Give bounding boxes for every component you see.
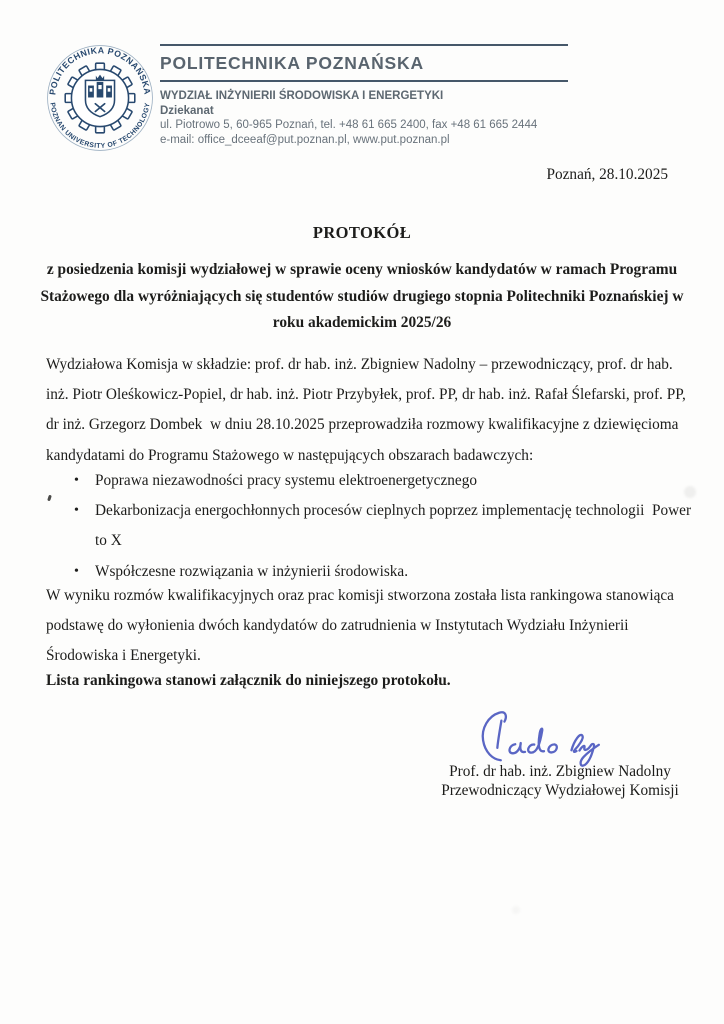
shield-crest-icon	[85, 75, 114, 117]
dateline: Poznań, 28.10.2025	[546, 166, 668, 183]
subtitle-line: Stażowego dla wyróżniających się studentów studiów drugiego stopnia Politechniki Poznańskiej w	[40, 287, 684, 305]
signatory-title: Przewodniczący Wydziałowej Komisji	[441, 782, 679, 799]
signatory-block	[420, 762, 700, 800]
list-item-text: Dekarbonizacja energochłonnych procesów cieplnych poprzez implementację technologii Power	[95, 502, 692, 520]
body-line: dr inż. Grzegorz Dombek w dniu 28.10.2025 przeprowadziła rozmowy kwalifikacyjne z dziewięcioma	[46, 416, 679, 434]
body-line: Wydziałowa Komisja w składzie: prof. dr hab. inż. Zbigniew Nadolny – przewodniczący, prof. dr hab.	[46, 356, 673, 373]
email-web-line: e-mail: office_dceeaf@put.poznan.pl, www.put.poznan.pl	[160, 133, 450, 146]
body-line: kandydatami do Programu Stażowego w następujących obszarach badawczych:	[46, 446, 534, 464]
faculty-name: WYDZIAŁ INŻYNIERII ŚRODOWISKA I ENERGETYKI	[160, 90, 444, 102]
committee-paragraph	[46, 350, 694, 471]
department-name: Dziekanat	[160, 104, 214, 117]
subtitle-line: roku akademickim 2025/26	[272, 314, 452, 331]
university-name: POLITECHNIKA POZNAŃSKA	[160, 53, 424, 73]
closing-statement: Lista rankingowa stanowi załącznik do niniejszego protokołu.	[46, 672, 451, 689]
list-item-text: Poprawa niezawodności pracy systemu elektroenergetycznego	[95, 472, 477, 489]
list-item-text: to X	[95, 532, 122, 550]
body-line: W wyniku rozmów kwalifikacyjnych oraz prac komisji stworzona została lista rankingowa stanowiąca	[46, 587, 674, 604]
letterhead-rule-top	[160, 44, 568, 46]
body-line: inż. Piotr Oleśkowicz-Popiel, dr hab. inż. Piotr Przybyłek, prof. PP, dr hab. inż. Rafał Ślefarski, prof. PP,	[46, 386, 686, 404]
scan-smudge	[684, 486, 696, 498]
list-item	[46, 466, 694, 496]
letterhead	[160, 44, 568, 147]
list-item	[46, 496, 694, 556]
bullet-icon: •	[74, 473, 79, 488]
seal-arc-bottom-text: POZNAN UNIVERSITY OF TECHNOLOGY	[48, 102, 152, 150]
bullet-icon: •	[74, 563, 79, 579]
letterhead-rule-bottom	[160, 80, 568, 82]
signatory-name: Prof. dr hab. inż. Zbigniew Nadolny	[449, 763, 671, 780]
document-subtitle	[38, 257, 686, 337]
list-item-text: Współczesne rozwiązania w inżynierii środowiska.	[95, 562, 409, 580]
bullet-icon: •	[74, 503, 79, 519]
address-line: ul. Piotrowo 5, 60-965 Poznań, tel. +48 61 665 2400, fax +48 61 665 2444	[160, 119, 538, 132]
research-areas-list	[46, 466, 694, 587]
result-paragraph	[46, 581, 694, 672]
seal-arc-top-text: POLITECHNIKA POZNAŃSKA	[47, 45, 153, 96]
body-line: podstawę do wyłonienia dwóch kandydatów do zatrudnienia w Instytutach Wydziału Inżynierii	[46, 617, 629, 635]
university-seal-logo	[46, 42, 154, 154]
subtitle-line: z posiedzenia komisji wydziałowej w sprawie oceny wniosków kandydatów w ramach Programu	[46, 261, 678, 278]
scan-smudge	[512, 906, 520, 914]
gear-icon	[65, 63, 135, 133]
body-line: Środowiska i Energetyki.	[46, 647, 201, 665]
document-title: PROTOKÓŁ	[312, 223, 412, 242]
